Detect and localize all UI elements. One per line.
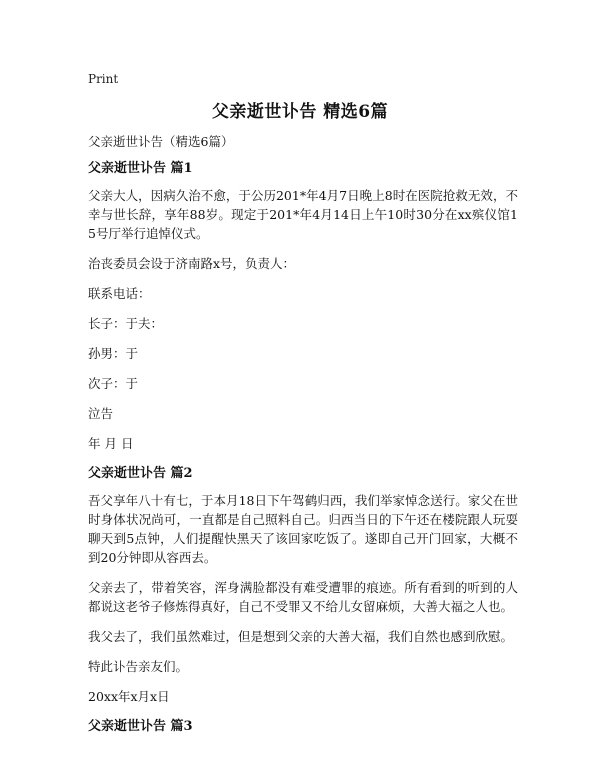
paragraph: 次子：于 xyxy=(88,376,139,391)
paragraph: 父亲大人，因病久治不愈，于公历201*年4月7日晚上8时在医院抢救无效，不幸与世长辞，享年88岁。现定于201*年4月14日上午10时30分在xx殡仪馆15号厅举行追悼仪式。 xyxy=(88,188,518,241)
paragraph: 20xx年x月x日 xyxy=(88,689,170,704)
paragraph: 特此讣告亲友们。 xyxy=(88,659,189,674)
paragraph: 泣告 xyxy=(88,406,114,421)
section-2 xyxy=(88,464,518,706)
paragraph: 联系电话： xyxy=(88,286,151,301)
section-heading: 父亲逝世讣告 篇3 xyxy=(88,719,193,734)
paragraph: 孙男：于 xyxy=(88,346,139,361)
paragraph: 长子：于夫： xyxy=(88,316,164,331)
section-3 xyxy=(88,717,518,736)
paragraph: 治丧委员会设于济南路x号，负责人： xyxy=(88,256,296,271)
section-1 xyxy=(88,159,518,453)
paragraph: 吾父享年八十有七，于本月18日下午驾鹤归西，我们举家悼念送行。家父在世时身体状况尚可，一直都是自己照料自己。归西当日的下午还在楼院跟人玩耍聊天到5点钟，人们提醒快黑天了该回家吃饭了。遂即自己开门回家，大概不到20分钟即从容西去。 xyxy=(88,493,518,565)
print-label: Print xyxy=(88,72,119,86)
section-heading: 父亲逝世讣告 篇1 xyxy=(88,161,193,176)
section-heading: 父亲逝世讣告 篇2 xyxy=(88,466,193,481)
document-subtitle: 父亲逝世讣告（精选6篇） xyxy=(88,134,234,149)
paragraph: 我父去了，我们虽然难过，但是想到父亲的大善大福，我们自然也感到欣慰。 xyxy=(88,629,514,644)
document-body xyxy=(88,132,518,744)
paragraph: 父亲去了，带着笑容，浑身满脸都没有难受遭罪的痕迹。所有看到的听到的人都说这老爷子修炼得真好，自己不受罪又不给儿女留麻烦，大善大福之人也。 xyxy=(88,580,518,614)
paragraph: 年 月 日 xyxy=(88,436,134,451)
page-title: 父亲逝世讣告 精选6篇 xyxy=(211,102,389,122)
